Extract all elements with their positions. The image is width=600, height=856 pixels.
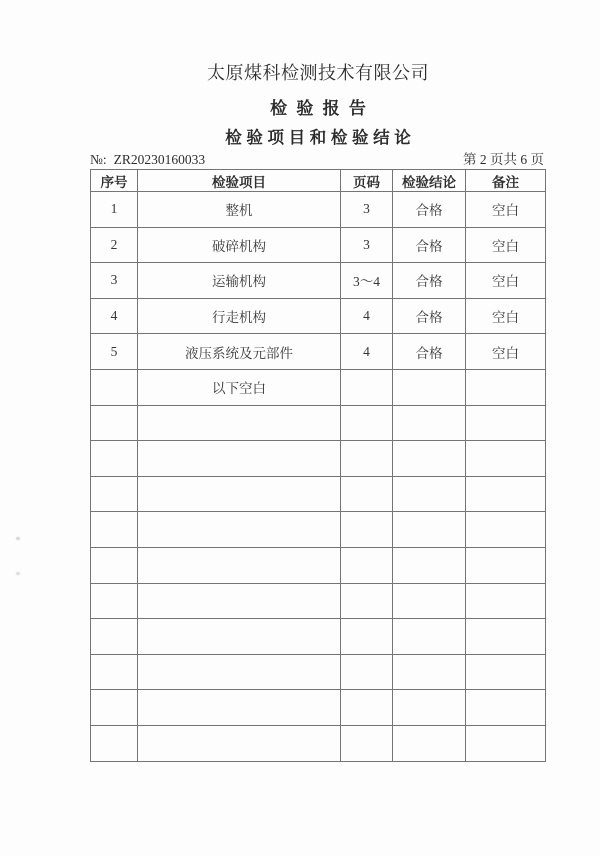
table-cell xyxy=(91,690,138,726)
table-cell xyxy=(138,547,341,583)
table-cell xyxy=(393,512,466,548)
table-cell xyxy=(341,583,393,619)
table-cell xyxy=(393,441,466,477)
table-row xyxy=(91,654,546,690)
table-cell: 整机 xyxy=(138,192,341,228)
table-cell: 合格 xyxy=(393,334,466,370)
table-row xyxy=(91,298,546,334)
table-cell xyxy=(138,512,341,548)
table-cell: 3 xyxy=(341,192,393,228)
table-cell: 4 xyxy=(341,334,393,370)
section-title: 检 验 项 目 和 检 验 结 论 xyxy=(225,128,411,147)
table-row xyxy=(91,512,546,548)
scan-speck xyxy=(16,537,20,540)
table-row xyxy=(91,263,546,299)
table-cell xyxy=(466,725,546,761)
table-cell xyxy=(466,583,546,619)
table-cell: 3 xyxy=(341,227,393,263)
table-cell: 空白 xyxy=(466,192,546,228)
table-header-row xyxy=(91,170,546,192)
table-cell xyxy=(393,583,466,619)
table-cell: 4 xyxy=(91,298,138,334)
table-cell xyxy=(466,690,546,726)
report-number-label: №: xyxy=(90,152,107,167)
table-row xyxy=(91,725,546,761)
table-cell: 合格 xyxy=(393,192,466,228)
meta-row xyxy=(90,151,546,168)
table-cell xyxy=(138,583,341,619)
table-cell: 合格 xyxy=(393,227,466,263)
table-cell xyxy=(393,369,466,405)
table-row xyxy=(91,227,546,263)
table-cell xyxy=(341,512,393,548)
report-number-value: ZR20230160033 xyxy=(113,152,206,167)
table-cell xyxy=(393,654,466,690)
table-row xyxy=(91,334,546,370)
table-cell xyxy=(393,476,466,512)
column-header: 检验项目 xyxy=(138,170,341,192)
table-cell: 运输机构 xyxy=(138,263,341,299)
column-header: 页码 xyxy=(341,170,393,192)
table-cell: 空白 xyxy=(466,263,546,299)
table-cell xyxy=(466,619,546,655)
document-content xyxy=(90,0,546,762)
table-head xyxy=(91,170,546,192)
report-title: 检 验 报 告 xyxy=(270,99,366,118)
table-cell: 空白 xyxy=(466,227,546,263)
page-indicator: 第 2 页共 6 页 xyxy=(463,152,544,167)
table-cell xyxy=(91,547,138,583)
table-cell: 4 xyxy=(341,298,393,334)
table-cell xyxy=(466,654,546,690)
column-header: 序号 xyxy=(91,170,138,192)
table-cell xyxy=(138,405,341,441)
table-cell xyxy=(91,405,138,441)
table-cell: 3～4 xyxy=(341,263,393,299)
table-cell xyxy=(341,476,393,512)
table-cell: 以下空白 xyxy=(138,369,341,405)
table-cell: 3 xyxy=(91,263,138,299)
table-cell xyxy=(138,725,341,761)
table-cell: 空白 xyxy=(466,298,546,334)
table-cell xyxy=(138,654,341,690)
table-row xyxy=(91,441,546,477)
column-header: 检验结论 xyxy=(393,170,466,192)
table-cell xyxy=(91,725,138,761)
table-cell xyxy=(341,690,393,726)
table-row xyxy=(91,690,546,726)
table-cell xyxy=(91,583,138,619)
table-row xyxy=(91,192,546,228)
table-row xyxy=(91,583,546,619)
table-cell: 5 xyxy=(91,334,138,370)
company-title: 太原煤科检测技术有限公司 xyxy=(207,63,429,83)
table-row xyxy=(91,369,546,405)
table-cell: 2 xyxy=(91,227,138,263)
table-cell: 合格 xyxy=(393,263,466,299)
table-cell xyxy=(138,476,341,512)
table-cell xyxy=(466,547,546,583)
table-cell xyxy=(138,690,341,726)
table-cell xyxy=(393,725,466,761)
table-cell: 空白 xyxy=(466,334,546,370)
table-row xyxy=(91,619,546,655)
table-cell xyxy=(138,619,341,655)
table-cell: 1 xyxy=(91,192,138,228)
report-number xyxy=(90,152,205,168)
column-header: 备注 xyxy=(466,170,546,192)
table-cell xyxy=(341,405,393,441)
table-row xyxy=(91,476,546,512)
table-cell xyxy=(466,369,546,405)
table-cell xyxy=(466,512,546,548)
table-cell xyxy=(393,547,466,583)
table-cell xyxy=(91,441,138,477)
table-cell: 行走机构 xyxy=(138,298,341,334)
table-cell xyxy=(91,369,138,405)
table-cell xyxy=(393,405,466,441)
table-cell xyxy=(341,547,393,583)
table-cell: 液压系统及元部件 xyxy=(138,334,341,370)
table-cell xyxy=(91,619,138,655)
table-cell: 破碎机构 xyxy=(138,227,341,263)
table-cell: 合格 xyxy=(393,298,466,334)
table-cell xyxy=(341,725,393,761)
table-cell xyxy=(91,654,138,690)
table-cell xyxy=(393,619,466,655)
table-cell xyxy=(341,441,393,477)
table-cell xyxy=(91,512,138,548)
table-cell xyxy=(393,690,466,726)
table-cell xyxy=(138,441,341,477)
table-row xyxy=(91,405,546,441)
table-body xyxy=(91,192,546,762)
table-cell xyxy=(466,441,546,477)
table-cell xyxy=(91,476,138,512)
table-row xyxy=(91,547,546,583)
table-cell xyxy=(341,369,393,405)
table-cell xyxy=(466,476,546,512)
table-cell xyxy=(466,405,546,441)
table-cell xyxy=(341,619,393,655)
table-cell xyxy=(341,654,393,690)
inspection-table xyxy=(90,169,546,762)
scan-speck xyxy=(16,572,20,575)
